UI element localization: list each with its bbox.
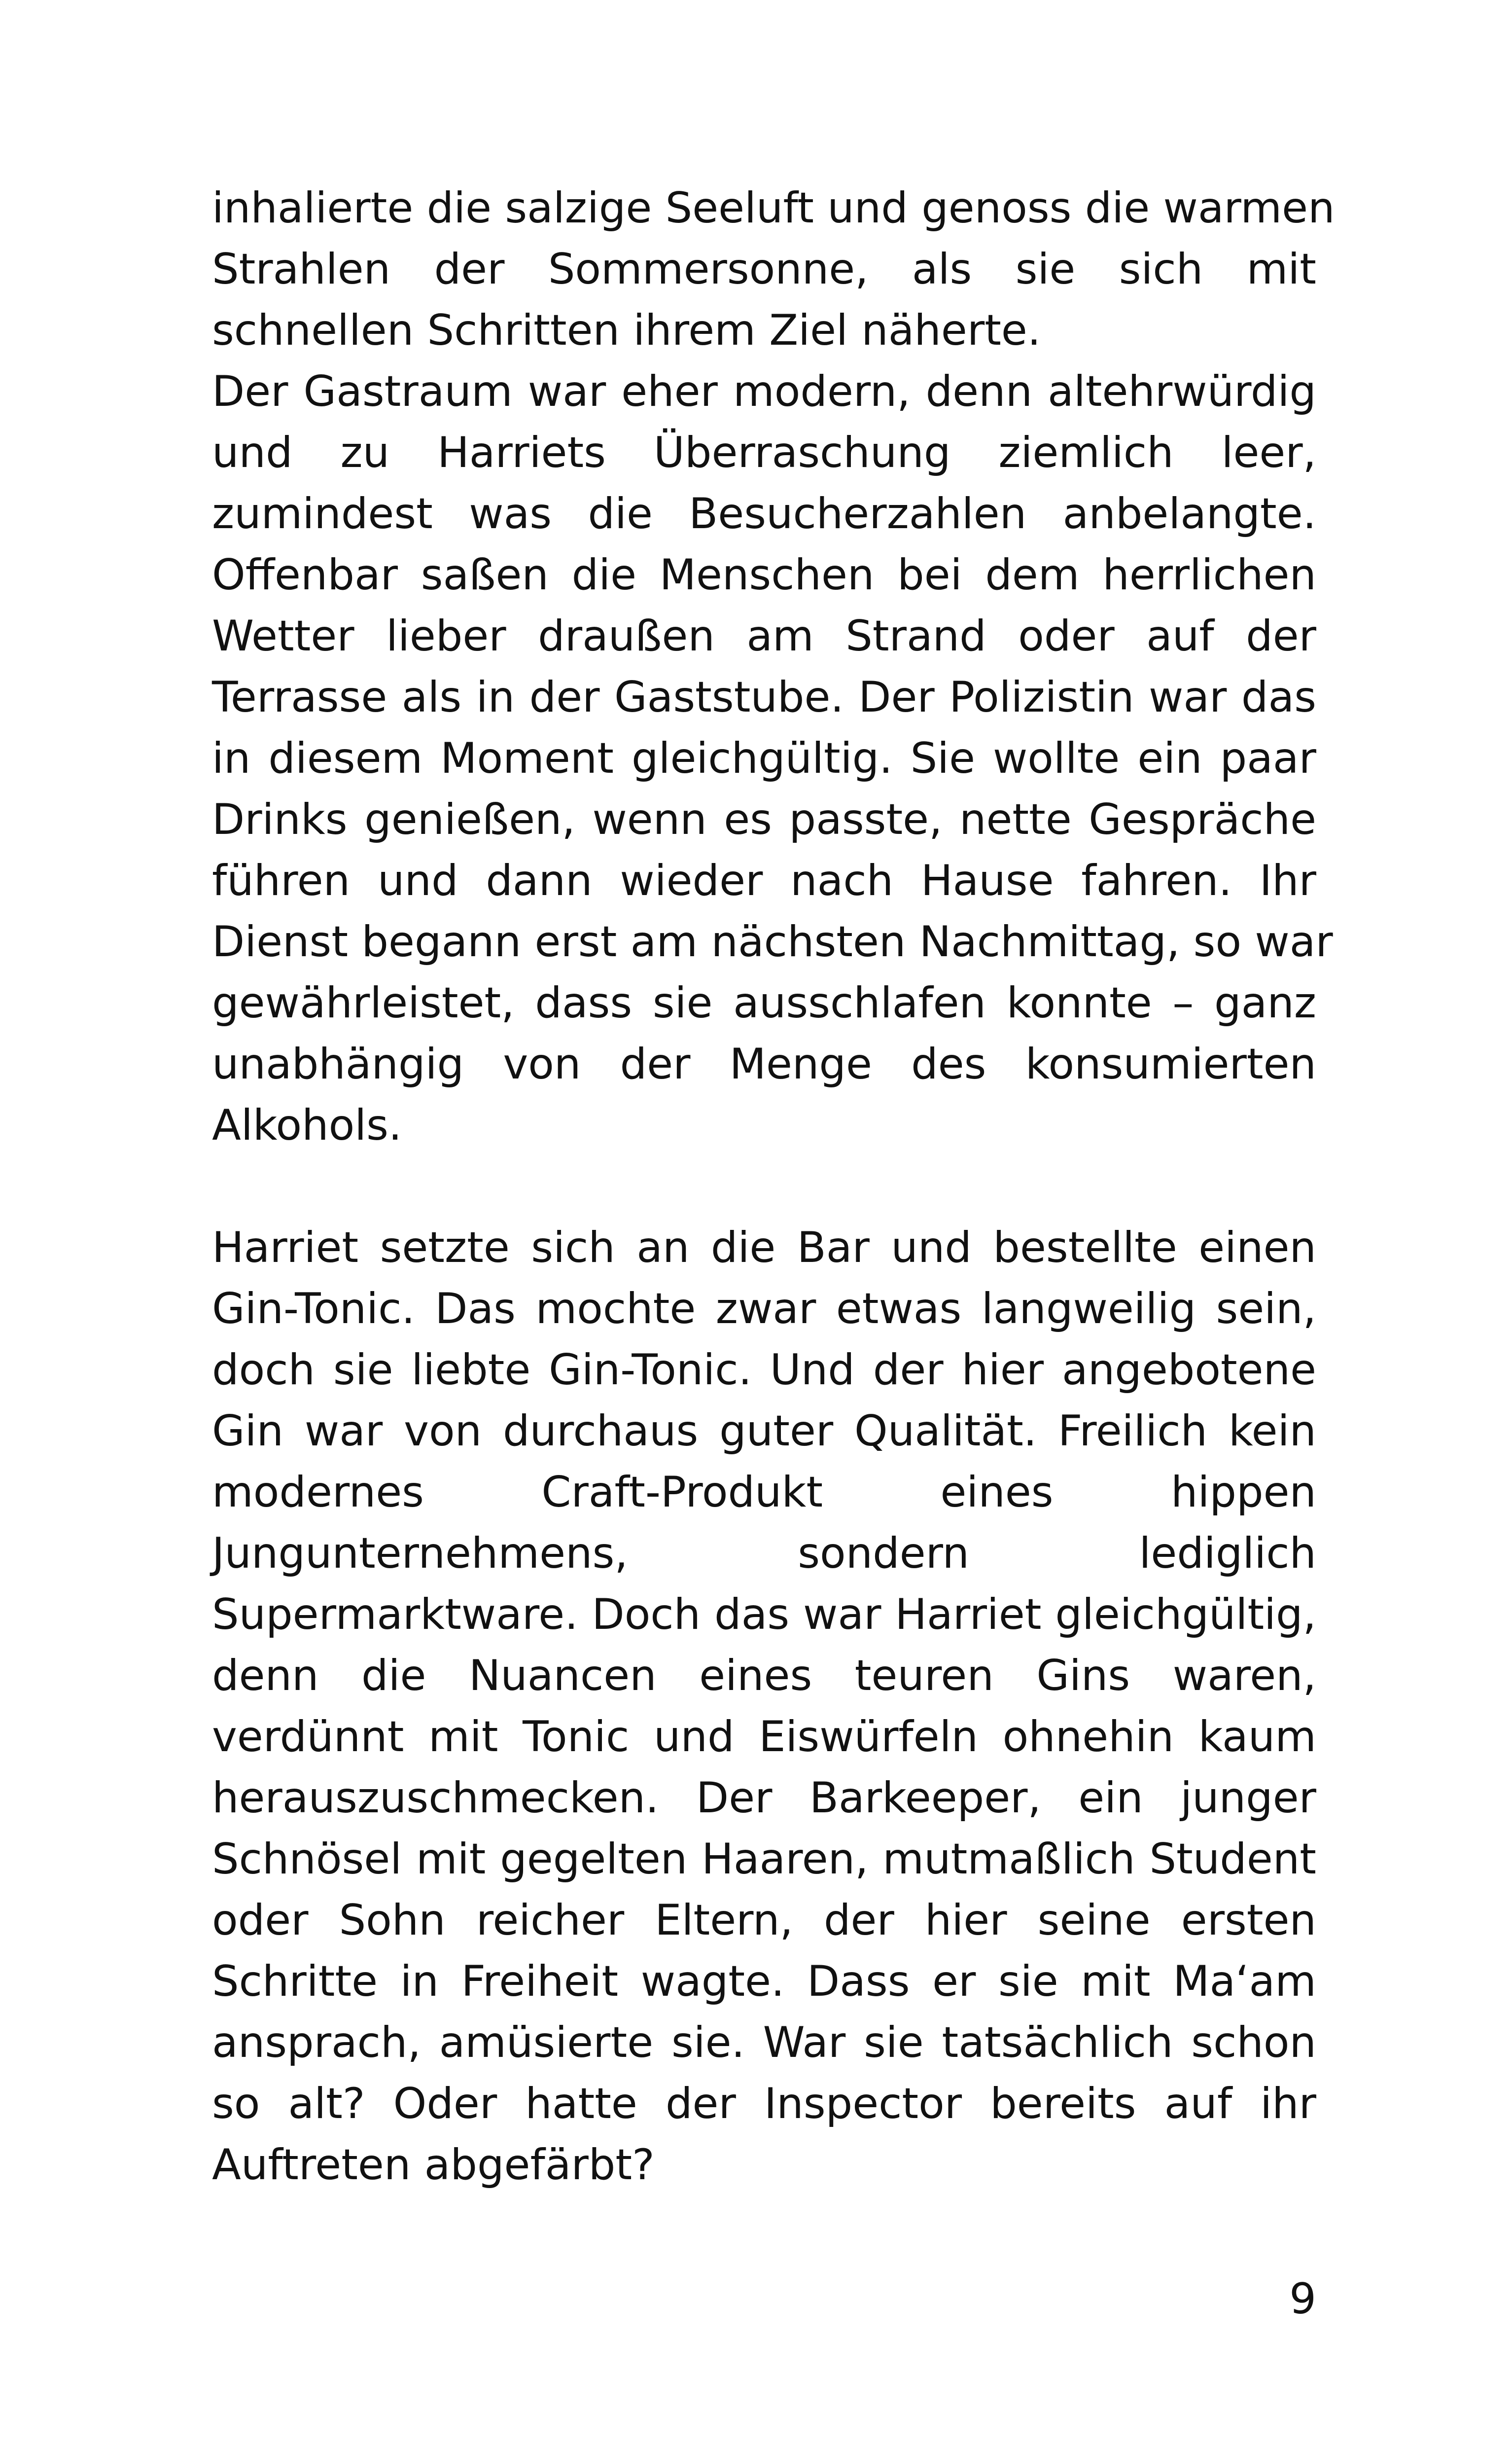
paragraph-1 bbox=[212, 178, 1335, 361]
text-line: modernes Craft-Produkt eines hippen bbox=[212, 1468, 1316, 1517]
page-body bbox=[212, 178, 1335, 2195]
paragraph-2 bbox=[212, 361, 1333, 1156]
text-line: verdünnt mit Tonic und Eiswürfeln ohnehin kaum bbox=[212, 1712, 1316, 1762]
paragraph-spacer bbox=[212, 1156, 1316, 1217]
text-line: ansprach, amüsierte sie. War sie tatsächlich schon bbox=[212, 2018, 1316, 2067]
text-line: Supermarktware. Doch das war Harriet gleichgültig, bbox=[212, 1590, 1316, 1639]
text-line: Harriet setzte sich an die Bar und bestellte einen bbox=[212, 1223, 1316, 1272]
text-line: Gin-Tonic. Das mochte zwar etwas langweilig sein, bbox=[212, 1284, 1316, 1333]
text-line: unabhängig von der Menge des konsumierten bbox=[212, 1040, 1316, 1089]
text-line: Strahlen der Sommersonne, als sie sich mit bbox=[212, 245, 1316, 294]
text-line: oder Sohn reicher Eltern, der hier seine ersten bbox=[212, 1896, 1316, 1945]
text-line: Drinks genießen, wenn es passte, nette Gespräche bbox=[212, 795, 1316, 844]
paragraph-3 bbox=[212, 1217, 1316, 2195]
text-line: Der Gastraum war eher modern, denn altehrwürdig bbox=[212, 367, 1316, 416]
text-line: denn die Nuancen eines teuren Gins waren, bbox=[212, 1651, 1316, 1700]
text-line: in diesem Moment gleichgültig. Sie wollte ein paar bbox=[212, 734, 1316, 783]
text-line: und zu Harriets Überraschung ziemlich leer, bbox=[212, 428, 1316, 477]
text-line: zumindest was die Besucherzahlen anbelangte. bbox=[212, 489, 1316, 539]
text-line: gewährleistet, dass sie ausschlafen konnte – ganz bbox=[212, 978, 1316, 1028]
text-line: Offenbar saßen die Menschen bei dem herrlichen bbox=[212, 550, 1316, 600]
text-line: führen und dann wieder nach Hause fahren. Ihr bbox=[212, 856, 1316, 905]
text-line: Terrasse als in der Gaststube. Der Polizistin war das bbox=[212, 673, 1316, 722]
text-line: Alkohols. bbox=[212, 1101, 402, 1150]
text-line: so alt? Oder hatte der Inspector bereits auf ihr bbox=[212, 2079, 1316, 2128]
text-line: Wetter lieber draußen am Strand oder auf der bbox=[212, 611, 1316, 661]
text-line: doch sie liebte Gin-Tonic. Und der hier angebotene bbox=[212, 1345, 1316, 1395]
text-line: Auftreten abgefärbt? bbox=[212, 2140, 655, 2190]
text-line: Schritte in Freiheit wagte. Dass er sie mit Ma‘am bbox=[212, 1957, 1316, 2006]
text-line: Schnösel mit gegelten Haaren, mutmaßlich Student bbox=[212, 1834, 1316, 1884]
text-line: Jungunternehmens, sondern lediglich bbox=[212, 1529, 1316, 1578]
text-line: inhalierte die salzige Seeluft und genoss die warmen bbox=[212, 183, 1335, 233]
text-line: schnellen Schritten ihrem Ziel näherte. bbox=[212, 306, 1041, 355]
text-line: Gin war von durchaus guter Qualität. Freilich kein bbox=[212, 1406, 1316, 1456]
text-line: Dienst begann erst am nächsten Nachmittag, so war bbox=[212, 917, 1333, 967]
text-line: herauszuschmecken. Der Barkeeper, ein junger bbox=[212, 1773, 1316, 1823]
page-number: 9 bbox=[1289, 2274, 1316, 2324]
